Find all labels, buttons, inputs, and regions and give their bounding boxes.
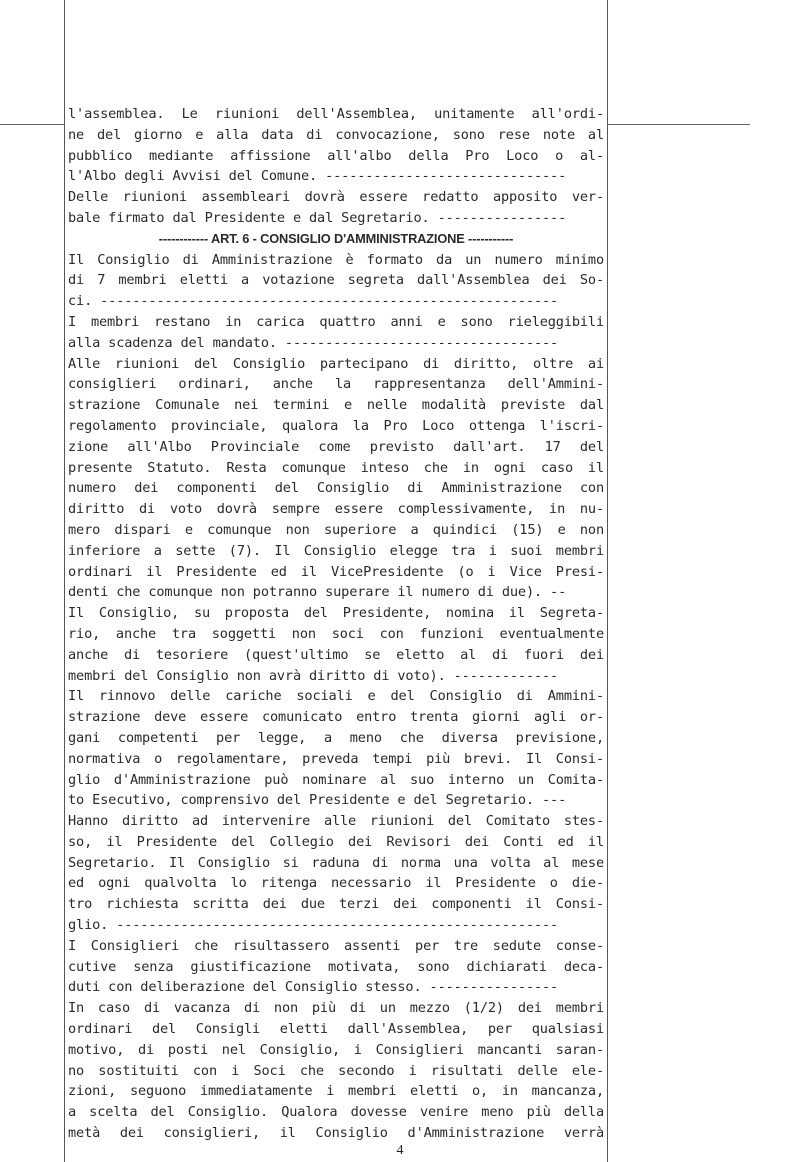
text-line: presente Statuto. Resta comunque inteso che in ogni caso il <box>68 459 604 476</box>
text-line: rio, anche tra soggetti non soci con funzioni eventualmente <box>68 625 604 642</box>
text-line: Il rinnovo delle cariche sociali e del Consiglio di Ammini- <box>68 688 604 705</box>
text-line: bale firmato dal Presidente e dal Segretario. ---------------- <box>68 209 567 226</box>
text-line: anche di tesoriere (quest'ultimo se eletto al di fuori dei <box>68 646 604 663</box>
text-line: motivo, di posti nel Consiglio, i Consiglieri mancanti saran- <box>68 1041 604 1058</box>
text-line: strazione deve essere comunicato entro trenta giorni agli or- <box>68 709 604 726</box>
text-line: to Esecutivo, comprensivo del Presidente e del Segretario. --- <box>68 792 567 809</box>
text-line: Il Consiglio di Amministrazione è formato da un numero minimo <box>68 251 604 268</box>
text-line: glio. ------------------------------------------------------- <box>68 917 559 934</box>
text-line: ordinari del Consigli eletti dall'Assemblea, per qualsiasi <box>68 1021 604 1038</box>
text-line: a scelta del Consiglio. Qualora dovesse venire meno più della <box>68 1104 604 1121</box>
text-line: ci. --------------------------------------------------------- <box>68 293 559 310</box>
text-line: ed ogni qualvolta lo ritenga necessario il Presidente o die- <box>68 875 604 892</box>
text-line: In caso di vacanza di non più di un mezzo (1/2) dei membri <box>68 1000 604 1017</box>
text-line: duti con deliberazione del Consiglio stesso. ---------------- <box>68 979 559 996</box>
text-line: di 7 membri eletti a votazione segreta dall'Assemblea dei So- <box>68 272 604 289</box>
text-line: denti che comunque non potranno superare il numero di due). -- <box>68 584 567 601</box>
text-line: tro richiesta scritta dei due terzi dei componenti il Consi- <box>68 896 604 913</box>
text-line: diritto di voto dovrà sempre essere complessivamente, in nu- <box>68 501 604 518</box>
left-header-rule <box>0 124 64 125</box>
text-line: l'Albo degli Avvisi del Comune. ------------------------------ <box>68 168 567 185</box>
document-body <box>68 104 604 1144</box>
text-line: glio d'Amministrazione può nominare al suo interno un Comita- <box>68 771 604 788</box>
text-line: l'assemblea. Le riunioni dell'Assemblea, unitamente all'ordi- <box>68 106 604 122</box>
right-margin-rule <box>607 0 608 1162</box>
text-line: normativa o regolamentare, preveda tempi più brevi. Il Consi- <box>68 750 604 767</box>
text-line: Il Consiglio, su proposta del Presidente, nomina il Segreta- <box>68 605 604 622</box>
text-line: ne del giorno e alla data di convocazione, sono rese note al <box>68 126 604 143</box>
text-line: Delle riunioni assembleari dovrà essere redatto apposito ver- <box>68 189 604 206</box>
text-line: Segretario. Il Consiglio si raduna di norma una volta al mese <box>68 854 604 871</box>
text-line: gani competenti per legge, a meno che diversa previsione, <box>68 729 604 746</box>
text-line: strazione Comunale nei termini e nelle modalità previste dal <box>68 397 604 414</box>
text-line: regolamento provinciale, qualora la Pro Loco ottenga l'iscri- <box>68 417 604 434</box>
text-line: ordinari il Presidente ed il VicePresidente (o i Vice Presi- <box>68 563 604 580</box>
text-line: I membri restano in carica quattro anni e sono rieleggibili <box>68 313 604 330</box>
text-line: alla scadenza del mandato. ---------------------------------- <box>68 334 559 351</box>
text-line: no sostituiti con i Soci che secondo i risultati delle ele- <box>68 1062 604 1079</box>
text-line: I Consiglieri che risultassero assenti per tre sedute conse- <box>68 937 604 954</box>
text-line: Alle riunioni del Consiglio partecipano di diritto, oltre ai <box>68 355 604 372</box>
text-line: Hanno diritto ad intervenire alle riunioni del Comitato stes- <box>68 813 604 830</box>
text-line: so, il Presidente del Collegio dei Revisori dei Conti ed il <box>68 833 604 850</box>
text-line: membri del Consiglio non avrà diritto di voto). ------------- <box>68 667 559 684</box>
text-line: mero dispari e comunque non superiore a quindici (15) e non <box>68 521 604 538</box>
text-line: consiglieri ordinari, anche la rappresentanza dell'Ammini- <box>68 376 604 393</box>
text-line: zioni, seguono immediatamente i membri eletti o, in mancanza, <box>68 1083 604 1100</box>
text-line: inferiore a sette (7). Il Consiglio elegge tra i suoi membri <box>68 542 604 559</box>
left-margin-rule <box>64 0 65 1162</box>
text-line: cutive senza giustificazione motivata, sono dichiarati deca- <box>68 958 604 975</box>
article-heading: ------------ ART. 6 - CONSIGLIO D'AMMINISTRAZIONE ----------- <box>158 230 514 246</box>
text-line: numero dei componenti del Consiglio di Amministrazione con <box>68 480 604 497</box>
text-line: metà dei consiglieri, il Consiglio d'Amministrazione verrà <box>68 1125 604 1142</box>
right-header-rule <box>607 124 750 125</box>
text-line: pubblico mediante affissione all'albo della Pro Loco o al- <box>68 147 604 164</box>
text-line: zione all'Albo Provinciale come previsto dall'art. 17 del <box>68 438 604 455</box>
page-number: 4 <box>396 1143 404 1158</box>
